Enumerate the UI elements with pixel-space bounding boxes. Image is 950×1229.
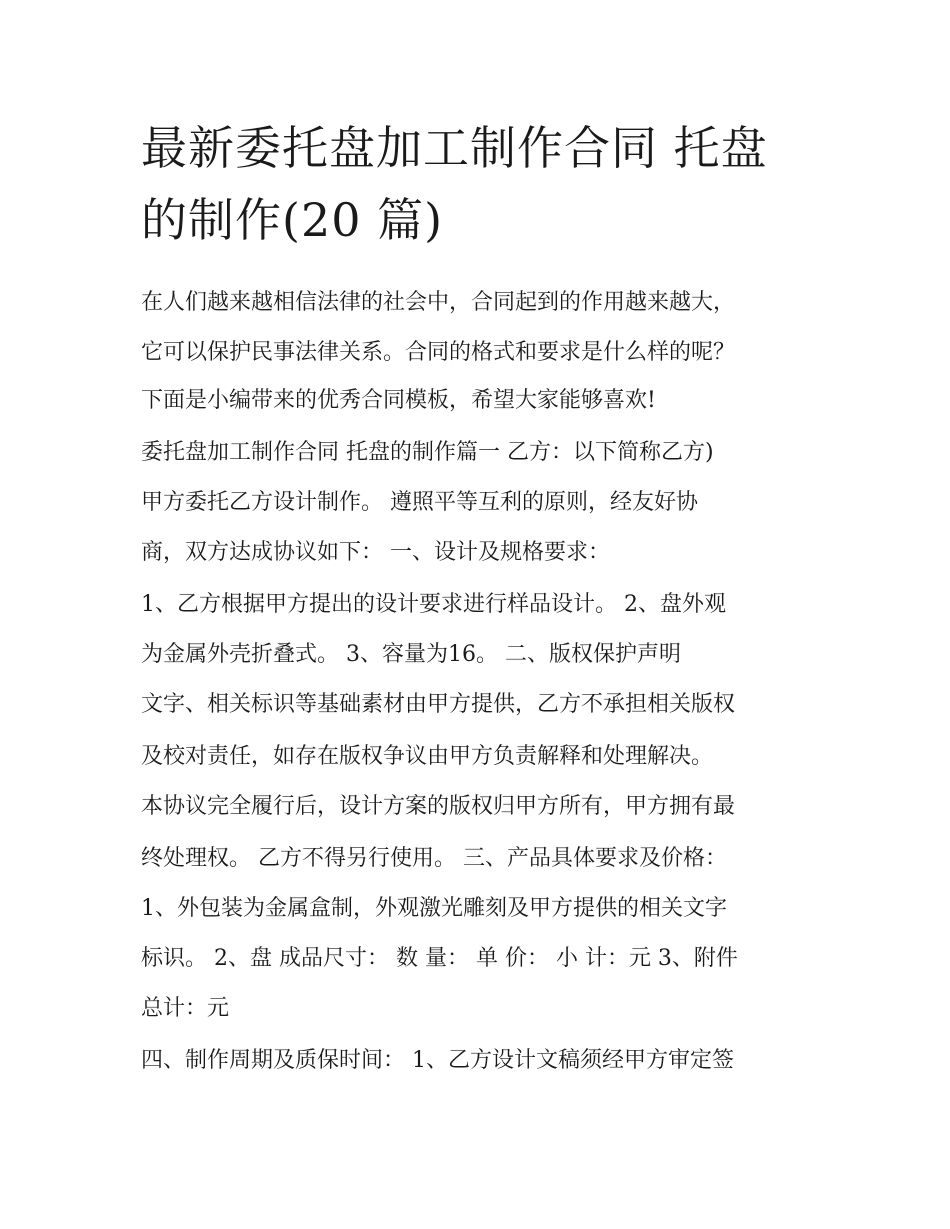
body-line-2: 它可以保护民事法律关系。合同的格式和要求是什么样的呢？ [141,340,736,365]
body-line-12: 终处理权。 乙方不得另行使用。 三、产品具体要求及价格： [141,846,727,871]
body-line-11: 本协议完全履行后，设计方案的版权归甲方所有，甲方拥有最 [141,794,736,819]
body-line-10: 及校对责任，如存在版权争议由甲方负责解释和处理解决。 [141,744,714,769]
body-line-14: 标识。 2、盘 成品尺寸： 数 量： 单 价： 小 计：元 3、附件 [141,946,738,971]
document-title [141,112,821,256]
body-line-16: 四、制作周期及质保时间： 1、乙方设计文稿须经甲方审定签 [141,1048,734,1073]
title-line-1: 最新委托盘加工制作合同 托盘 [141,121,768,175]
body-line-15: 总计：元 [141,996,230,1021]
body-line-5: 甲方委托乙方设计制作。 遵照平等互利的原则，经友好协 [141,490,698,515]
body-line-4: 委托盘加工制作合同 托盘的制作篇一 乙方：以下简称乙方) [141,440,714,465]
body-line-8: 为金属外壳折叠式。 3、容量为16。 二、版权保护声明 [141,642,681,667]
title-line-2: 的制作(20 篇) [141,193,444,247]
body-line-7: 1、乙方根据甲方提出的设计要求进行样品设计。 2、盘外观 [141,592,726,617]
body-line-1: 在人们越来越相信法律的社会中，合同起到的作用越来越大， [141,290,736,315]
body-line-3: 下面是小编带来的优秀合同模板，希望大家能够喜欢! [141,388,656,413]
body-line-6: 商，双方达成协议如下： 一、设计及规格要求： [141,540,610,565]
body-line-13: 1、外包装为金属盒制，外观激光雕刻及甲方提供的相关文字 [141,896,727,921]
body-line-9: 文字、相关标识等基础素材由甲方提供，乙方不承担相关版权 [141,692,736,717]
